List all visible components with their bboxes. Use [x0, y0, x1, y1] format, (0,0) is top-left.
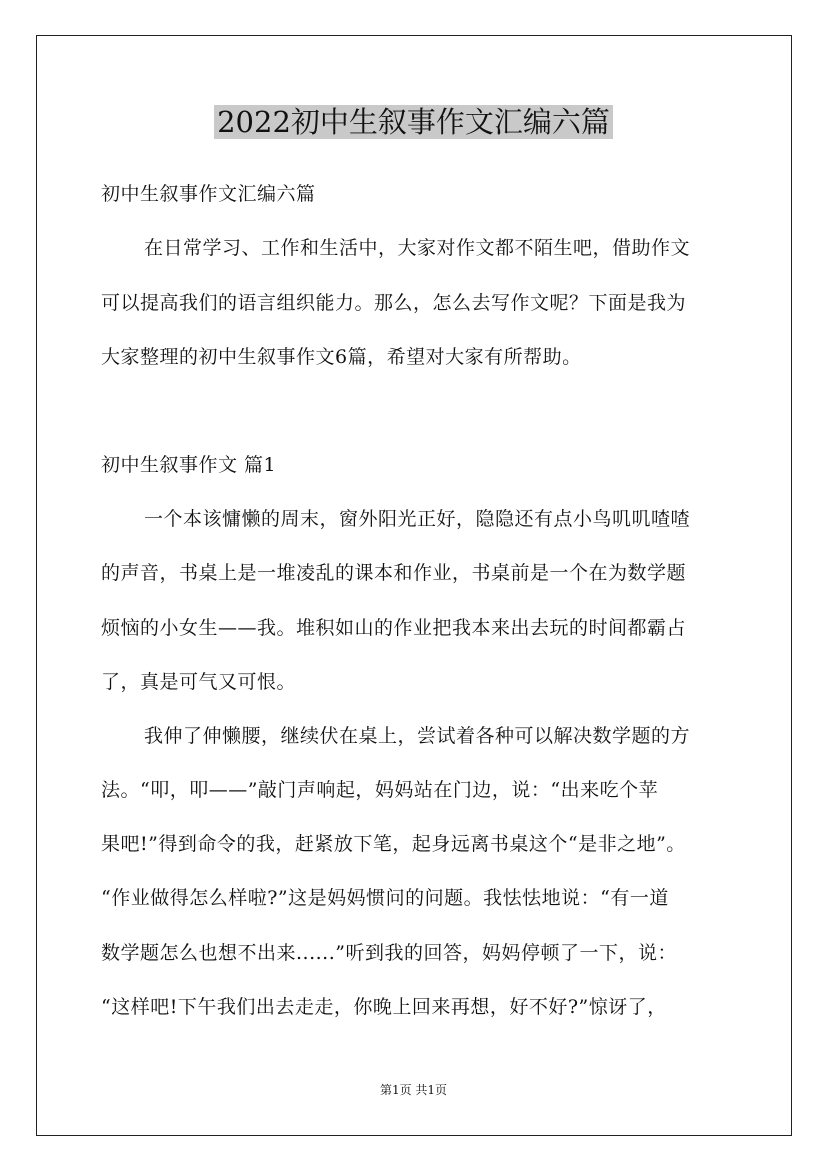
- essay1-p2-line: 我伸了伸懒腰，继续伏在桌上，尝试着各种可以解决数学题的方: [144, 725, 691, 747]
- page-footer: 第1页 共1页: [379, 1083, 448, 1097]
- essay1-p1-line: 烦恼的小女生——我。堆积如山的作业把我本来出去玩的时间都霸占: [101, 617, 687, 639]
- essay1-p2-line: 果吧!”得到命令的我，赶紧放下笔，起身远离书桌这个“是非之地”。: [101, 833, 686, 855]
- document-title-text: 2022初中生叙事作文汇编六篇: [214, 105, 613, 139]
- essay1-p2-line: “这样吧!下午我们出去走走，你晚上回来再想，好不好?”惊讶了，: [101, 996, 667, 1018]
- essay1-p1-line: 了，真是可气又可恨。: [101, 671, 297, 693]
- intro-line: 大家整理的初中生叙事作文6篇，希望对大家有所帮助。: [101, 346, 582, 368]
- essay1-p1-line: 的声音，书桌上是一堆凌乱的课本和作业，书桌前是一个在为数学题: [101, 562, 687, 584]
- intro-heading: 初中生叙事作文汇编六篇: [101, 183, 316, 205]
- document-title: [0, 102, 827, 142]
- essay1-p1-line: 一个本该慵懒的周末，窗外阳光正好，隐隐还有点小鸟叽叽喳喳: [144, 508, 691, 530]
- intro-line: 在日常学习、工作和生活中，大家对作文都不陌生吧，借助作文: [144, 237, 691, 259]
- essay1-p2-line: 数学题怎么也想不出来......”听到我的回答，妈妈停顿了一下，说：: [101, 942, 677, 964]
- intro-line: 可以提高我们的语言组织能力。那么，怎么去写作文呢？下面是我为: [101, 292, 687, 314]
- essay1-p2-line: “作业做得怎么样啦?”这是妈妈惯问的问题。我怯怯地说：“有一道: [101, 887, 669, 909]
- essay1-p2-line: 法。“叩，叩——”敲门声响起，妈妈站在门边，说：“出来吃个苹: [101, 779, 659, 801]
- essay1-heading: 初中生叙事作文 篇1: [101, 454, 277, 476]
